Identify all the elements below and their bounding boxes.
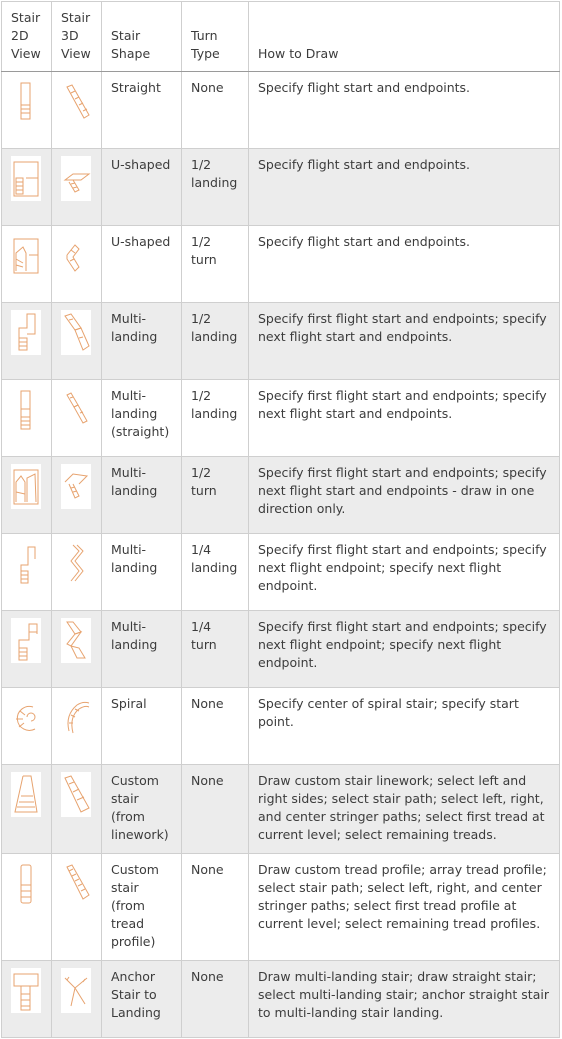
u-shaped-turn-plan-icon	[11, 233, 41, 278]
cell-how-to-draw: Draw custom tread profile; array tread profile; select stair path; select left, right, and center stringer paths; select first tread profile at current level; select remaining tread profiles.	[249, 854, 560, 961]
cell-3d-view	[52, 380, 102, 457]
cell-2d-view	[2, 611, 52, 688]
table-row	[2, 303, 560, 380]
cell-how-to-draw: Specify first flight start and endpoints; specify next flight endpoint; specify next flight endpoint.	[249, 611, 560, 688]
cell-turn-type: None	[182, 854, 249, 961]
cell-turn-type: None	[182, 688, 249, 765]
cell-turn-type: 1/4 landing	[182, 534, 249, 611]
cell-stair-shape: Multi-landing	[102, 303, 182, 380]
cell-3d-view	[52, 226, 102, 303]
custom-tread-3d-icon	[61, 861, 91, 906]
multi-landing-quarter-3d-icon	[61, 541, 91, 586]
cell-2d-view	[2, 688, 52, 765]
header-2d-view: Stair 2D View	[2, 2, 52, 72]
custom-tread-plan-icon	[11, 861, 41, 906]
cell-how-to-draw: Specify first flight start and endpoints; specify next flight start and endpoints.	[249, 380, 560, 457]
cell-how-to-draw: Specify flight start and endpoints.	[249, 72, 560, 149]
u-shaped-turn-3d-icon	[61, 233, 91, 278]
cell-how-to-draw: Specify flight start and endpoints.	[249, 226, 560, 303]
cell-how-to-draw: Draw multi-landing stair; draw straight stair; select multi-landing stair; anchor straight stair to multi-landing stair landing.	[249, 961, 560, 1038]
table-header	[2, 2, 560, 72]
anchor-landing-3d-icon	[61, 968, 91, 1013]
cell-2d-view	[2, 149, 52, 226]
cell-stair-shape: Custom stair (from tread profile)	[102, 854, 182, 961]
table-row	[2, 688, 560, 765]
table-row	[2, 611, 560, 688]
table-row	[2, 226, 560, 303]
cell-turn-type: 1/2 landing	[182, 303, 249, 380]
cell-3d-view	[52, 303, 102, 380]
cell-stair-shape: Custom stair (from linework)	[102, 765, 182, 854]
cell-3d-view	[52, 854, 102, 961]
table-row	[2, 457, 560, 534]
multi-landing-half-turn-3d-icon	[61, 464, 91, 509]
cell-how-to-draw: Specify flight start and endpoints.	[249, 149, 560, 226]
cell-how-to-draw: Specify first flight start and endpoints; specify next flight start and endpoints - draw in one direction only.	[249, 457, 560, 534]
multi-landing-quarter-turn-3d-icon	[61, 618, 91, 663]
cell-turn-type: None	[182, 961, 249, 1038]
anchor-landing-plan-icon	[11, 968, 41, 1013]
cell-how-to-draw: Specify center of spiral stair; specify start point.	[249, 688, 560, 765]
custom-linework-plan-icon	[11, 772, 41, 817]
custom-linework-3d-icon	[61, 772, 91, 817]
multi-landing-half-turn-plan-icon	[11, 464, 41, 509]
header-turn-type: Turn Type	[182, 2, 249, 72]
cell-turn-type: 1/4 turn	[182, 611, 249, 688]
header-3d-view: Stair 3D View	[52, 2, 102, 72]
table-row	[2, 380, 560, 457]
table-row	[2, 961, 560, 1038]
multi-landing-straight-plan-icon	[11, 387, 41, 432]
table-row	[2, 854, 560, 961]
cell-3d-view	[52, 457, 102, 534]
cell-3d-view	[52, 765, 102, 854]
cell-2d-view	[2, 534, 52, 611]
table-row	[2, 72, 560, 149]
table-row	[2, 149, 560, 226]
cell-turn-type: 1/2 turn	[182, 457, 249, 534]
cell-3d-view	[52, 688, 102, 765]
spiral-3d-icon	[61, 695, 91, 740]
cell-3d-view	[52, 961, 102, 1038]
cell-stair-shape: Multi-landing	[102, 611, 182, 688]
cell-2d-view	[2, 765, 52, 854]
cell-stair-shape: Multi-landing (straight)	[102, 380, 182, 457]
cell-how-to-draw: Draw custom stair linework; select left and right sides; select stair path; select left, right, and center stringer paths; select first tread at current level; select remaining treads.	[249, 765, 560, 854]
cell-stair-shape: Multi-landing	[102, 457, 182, 534]
cell-how-to-draw: Specify first flight start and endpoints; specify next flight start and endpoints.	[249, 303, 560, 380]
cell-turn-type: None	[182, 765, 249, 854]
cell-2d-view	[2, 457, 52, 534]
cell-turn-type: None	[182, 72, 249, 149]
cell-stair-shape: U-shaped	[102, 149, 182, 226]
header-how-to-draw: How to Draw	[249, 2, 560, 72]
cell-stair-shape: Anchor Stair to Landing	[102, 961, 182, 1038]
cell-turn-type: 1/2 landing	[182, 149, 249, 226]
cell-stair-shape: Spiral	[102, 688, 182, 765]
cell-3d-view	[52, 611, 102, 688]
spiral-plan-icon	[11, 695, 41, 740]
multi-landing-quarter-plan-icon	[11, 541, 41, 586]
multi-landing-half-3d-icon	[61, 310, 91, 355]
cell-3d-view	[52, 149, 102, 226]
cell-2d-view	[2, 380, 52, 457]
table-body	[2, 72, 560, 1038]
cell-2d-view	[2, 854, 52, 961]
cell-2d-view	[2, 961, 52, 1038]
straight-3d-icon	[61, 79, 91, 124]
table-row	[2, 765, 560, 854]
header-stair-shape: Stair Shape	[102, 2, 182, 72]
cell-2d-view	[2, 303, 52, 380]
cell-stair-shape: Straight	[102, 72, 182, 149]
u-shaped-landing-3d-icon	[61, 156, 91, 201]
straight-plan-icon	[11, 79, 41, 124]
cell-3d-view	[52, 72, 102, 149]
cell-stair-shape: U-shaped	[102, 226, 182, 303]
cell-turn-type: 1/2 turn	[182, 226, 249, 303]
multi-landing-quarter-turn-plan-icon	[11, 618, 41, 663]
cell-how-to-draw: Specify first flight start and endpoints; specify next flight endpoint; specify next flight endpoint.	[249, 534, 560, 611]
cell-stair-shape: Multi-landing	[102, 534, 182, 611]
cell-3d-view	[52, 534, 102, 611]
multi-landing-half-plan-icon	[11, 310, 41, 355]
stair-types-table	[1, 1, 560, 1038]
cell-2d-view	[2, 72, 52, 149]
table-row	[2, 534, 560, 611]
cell-turn-type: 1/2 landing	[182, 380, 249, 457]
multi-landing-straight-3d-icon	[61, 387, 91, 432]
cell-2d-view	[2, 226, 52, 303]
u-shaped-landing-plan-icon	[11, 156, 41, 201]
